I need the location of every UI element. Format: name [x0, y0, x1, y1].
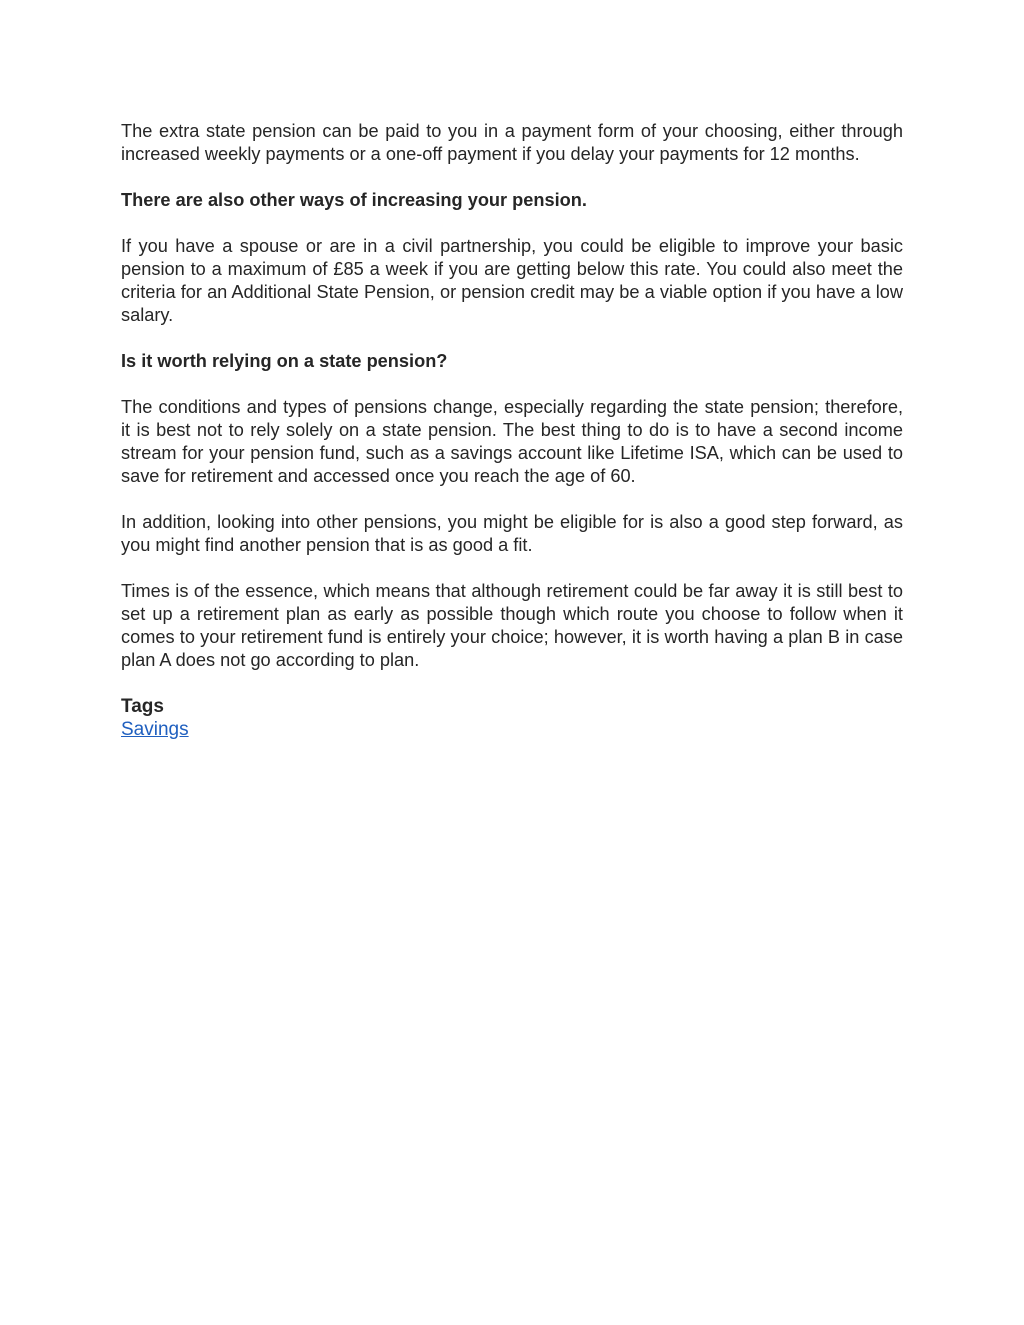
tags-section: [121, 695, 903, 741]
heading-other-ways: There are also other ways of increasing your pension.: [121, 190, 587, 210]
paragraph-other-pensions: In addition, looking into other pensions, you might be eligible for is also a good step forward, as you might find another pension that is as good a fit.: [121, 512, 903, 555]
tag-link-savings[interactable]: Savings: [121, 719, 189, 740]
article-body: [121, 120, 903, 741]
paragraph-time-essence: Times is of the essence, which means that although retirement could be far away it is still best to set up a retirement plan as early as possible though which route you choose to follow when it comes to your retirement fund is entirely your choice; however, it is worth having a plan B in case plan A does not go according to plan.: [121, 581, 903, 670]
paragraph-conditions: The conditions and types of pensions change, especially regarding the state pension; therefore, it is best not to rely solely on a state pension. The best thing to do is to have a second income stream for your pension fund, such as a savings account like Lifetime ISA, which can be used to save for retirement and accessed once you reach the age of 60.: [121, 397, 903, 486]
tags-heading: Tags: [121, 696, 164, 717]
paragraph-extra-state-pension: The extra state pension can be paid to you in a payment form of your choosing, either through increased weekly payments or a one-off payment if you delay your payments for 12 months.: [121, 121, 903, 164]
heading-worth-relying: Is it worth relying on a state pension?: [121, 351, 448, 371]
paragraph-spouse-pension: If you have a spouse or are in a civil partnership, you could be eligible to improve your basic pension to a maximum of £85 a week if you are getting below this rate. You could also meet the criteria for an Additional State Pension, or pension credit may be a viable option if you have a low salary.: [121, 236, 903, 325]
